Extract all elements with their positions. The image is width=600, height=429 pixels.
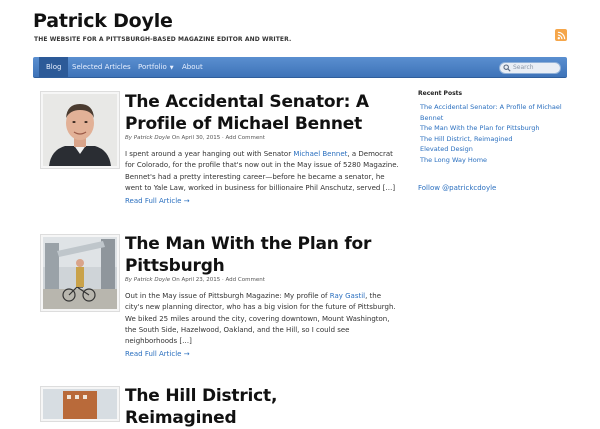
recent-post-link[interactable]: The Accidental Senator: A Profile of Michael Bennet: [420, 103, 562, 122]
cyclist-image: [43, 237, 117, 309]
post-author: By Patrick Doyle: [125, 277, 171, 283]
post-thumbnail[interactable]: [40, 91, 120, 169]
twitter-follow-link[interactable]: Follow @patrickcdoyle: [418, 184, 497, 192]
read-more-link[interactable]: Read Full Article →: [125, 350, 190, 358]
site-title[interactable]: Patrick Doyle: [33, 10, 173, 32]
post-title[interactable]: The Hill District, Reimagined: [125, 386, 278, 428]
post-thumbnail[interactable]: [40, 386, 120, 422]
recent-post-link[interactable]: The Long Way Home: [420, 155, 488, 164]
nav-item-portfolio[interactable]: [138, 57, 174, 77]
recent-post-link[interactable]: The Man With the Plan for Pittsburgh: [420, 124, 540, 132]
search-placeholder: Search: [513, 64, 534, 71]
nav-item-portfolio-label: Portfolio: [138, 63, 167, 71]
nav-item-about[interactable]: About: [182, 63, 203, 71]
recent-post-link[interactable]: The Hill District, Reimagined: [420, 134, 513, 143]
excerpt-link[interactable]: Michael Bennet: [293, 150, 348, 158]
excerpt-text: I spent around a year hanging out with Senator: [125, 150, 294, 158]
add-comment-link[interactable]: Add Comment: [225, 277, 265, 283]
recent-posts-list: [420, 102, 570, 165]
post-meta: By Patrick Doyle On April 30, 2015 · Add Comment: [125, 135, 265, 141]
excerpt-text: Out in the May issue of Pittsburgh Magazine: My profile of: [125, 292, 330, 300]
portrait-image: [43, 94, 117, 166]
post-excerpt: [125, 149, 400, 194]
post-author: By Patrick Doyle: [125, 135, 171, 141]
search-icon: [503, 64, 511, 72]
main-navigation: [33, 57, 567, 78]
nav-item-blog[interactable]: Blog: [39, 57, 68, 77]
add-comment-link[interactable]: Add Comment: [225, 135, 265, 141]
post-thumbnail[interactable]: [40, 234, 120, 312]
building-image: [43, 389, 117, 419]
excerpt-link[interactable]: Ray Gastil: [329, 292, 366, 300]
post-title[interactable]: The Accidental Senator: A Profile of Michael Bennet: [125, 92, 369, 134]
sidebar-heading: Recent Posts: [418, 90, 463, 97]
post-meta: By Patrick Doyle On April 23, 2015 · Add Comment: [125, 277, 265, 283]
recent-post-link[interactable]: Elevated Design: [420, 145, 473, 153]
post-date: On April 30, 2015: [171, 135, 221, 141]
search-input[interactable]: [499, 62, 561, 74]
site-description: THE WEBSITE FOR A PITTSBURGH-BASED MAGAZINE EDITOR AND WRITER.: [34, 36, 292, 43]
read-more-link[interactable]: Read Full Article →: [125, 197, 190, 205]
nav-item-selected-articles[interactable]: Selected Articles: [72, 63, 131, 71]
post-title[interactable]: The Man With the Plan for Pittsburgh: [125, 234, 372, 276]
excerpt-text: , a Democrat for Colorado, for the profile that's now out in the May issue of 5280 Magazine. Bennet's had a pretty interesting career—before he became a senator, he went to Yale Law, worked in business for billionaire Phil Anschutz, served […]: [125, 150, 399, 192]
chevron-down-icon: ▼: [169, 65, 174, 71]
post-excerpt: [125, 291, 400, 347]
post-date: On April 23, 2015: [171, 277, 221, 283]
rss-feed-icon[interactable]: [555, 29, 567, 41]
excerpt-text: , the city's new planning director, who has a big vision for the future of Pittsburgh. We biked 25 miles around the city, covering downtown, Mount Washington, the South Side, Hazelwood, Oakland, and the Hill, so I could see neighborhoods […]: [125, 292, 396, 346]
